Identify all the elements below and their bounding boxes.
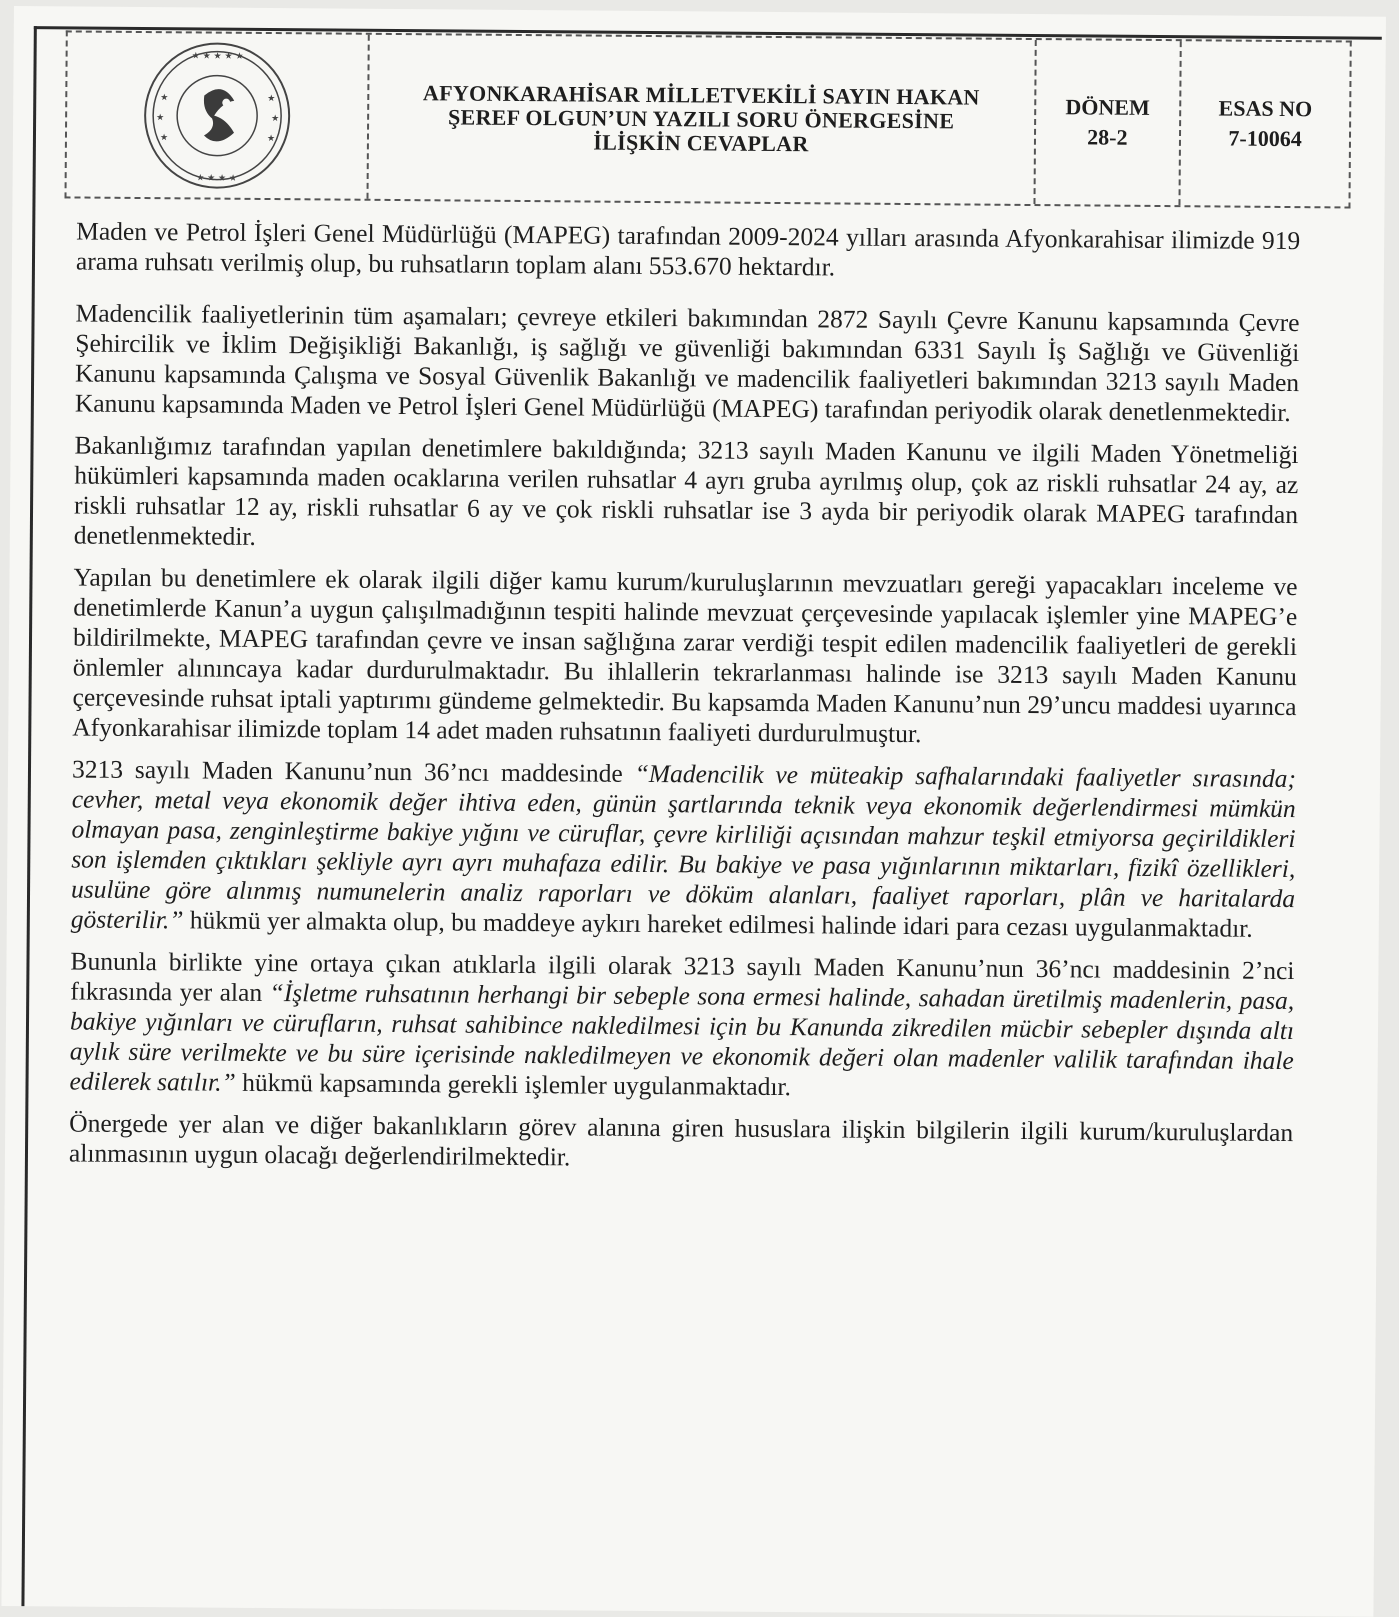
paragraph-3: Bakanlığımız tarafından yapılan denetimlere bakıldığında; 3213 sayılı Maden Kanunu ve ilgili Maden Yönetmeliği hükümleri kapsamında maden ocaklarına verilen ruhsatlar 4 ayrı gruba ayrılmış olup, çok az riskli ruhsatlar 24 ay, az riskli ruhsatlar 12 ay, riskli ruhsatlar 6 ay ve çok riskli ruhsatlar ise 3 ayda bir periyodik olarak MAPEG tarafından denetlenmektedir.	[73, 430, 1299, 551]
svg-text:★: ★	[159, 133, 168, 144]
donem-value: 28-2	[1087, 124, 1128, 150]
paragraph-5-outro: hükmü yer almakta olup, bu maddeye aykırı hareket edilmesi halinde idari para cezası uygulanmaktadır.	[183, 905, 1253, 943]
seal-of-ministry	[141, 40, 292, 191]
paragraph-6-intro: Bununla birlikte yine ortaya çıkan atıklarla ilgili olarak 3213 sayılı Maden Kanunu’nun 36’ncı maddesinin 2’nci fıkrasında yer alan	[70, 946, 1295, 1008]
document-title	[368, 35, 1036, 204]
svg-text:★: ★	[159, 93, 169, 104]
paragraph-6-outro: hükmü kapsamında gerekli işlemler uygulanmaktadır.	[235, 1067, 792, 1102]
paragraph-7: Önergede yer alan ve diğer bakanlıkların görev alanına giren hususlara ilişkin bilgilerin ilgili kurum/kuruluşlardan alınmasının uygun olacağı değerlendirilmektedir.	[68, 1108, 1294, 1172]
donem-cell	[1035, 40, 1182, 205]
svg-text:★: ★	[270, 114, 279, 125]
paragraph-6	[69, 946, 1294, 1106]
paragraph-4: Yapılan bu denetimlere ek olarak ilgili diğer kamu kurum/kuruluşlarının mevzuatları gereği yapacakları inceleme ve denetimlerde Kanun’a uygun çalışılmadığının tespiti halinde mevzuat çerçevesinde yapılacak işlemler yine MAPEG’e bildirilmekte, MAPEG tarafından çevre ve insan sağlığına zarar verdiği tespit edilen madencilik faaliyetleri de gerekli önlemler alınıncaya kadar durdurulmaktadır. Bu ihlallerin tekrarlanması halinde ise 3213 sayılı Maden Kanunu çerçevesinde ruhsat iptali yaptırımı gündeme gelmektedir. Bu kapsamda Maden Kanunu’nun 29’uncu maddesi uyarınca Afyonkarahisar ilimizde toplam 14 adet maden ruhsatının faaliyeti durdurulmuştur.	[72, 562, 1298, 749]
esas-cell	[1181, 41, 1350, 206]
paragraph-5-intro: 3213 sayılı Maden Kanunu’nun 36’ncı maddesinde	[71, 754, 635, 788]
paragraph-5-quote: “Madencilik ve müteakip safhalarındaki faaliyetler sırasında; cevher, metal veya ekonomik değer ihtiva eden, günün şartlarında teknik veya ekonomik değerlendirmesi mümkün olmayan pasa, zenginleştirme bakiye yığını ve cüruflar, çevre kirliliği açısından mahzur teşkil etmiyorsa geçirildikleri son işlemden çıktıkları şekliyle ayrı ayrı muhafaza edilir. Bu bakiye ve pasa yığınlarının miktarları, fizikî özellikleri, usulüne göre alınmış numunelerin analiz raporları ve döküm alanları, faaliyet raporları, plân ve haritalarda gösterilir.”	[70, 758, 1297, 935]
svg-text:★: ★	[266, 93, 276, 105]
logo-cell	[67, 32, 370, 198]
title-line-2: ŞEREF OLGUN’UN YAZILI SORU ÖNERGESİNE	[447, 104, 955, 134]
document-body	[69, 216, 1301, 1200]
svg-text:★ ★ ★ ★ ★: ★ ★ ★ ★ ★	[191, 51, 244, 62]
document-header	[64, 30, 1351, 208]
svg-text:★ ★ ★ ★: ★ ★ ★ ★	[195, 173, 237, 184]
svg-text:★: ★	[155, 113, 164, 124]
title-line-1: AFYONKARAHİSAR MİLLETVEKİLİ SAYIN HAKAN	[422, 80, 980, 110]
esas-value: 7-10064	[1228, 125, 1302, 152]
paragraph-1: Maden ve Petrol İşleri Genel Müdürlüğü (MAPEG) tarafından 2009-2024 yılları arasında Afyonkarahisar ilimizde 919 arama ruhsatı verilmiş olup, bu ruhsatların toplam alanı 553.670 hektardır.	[75, 216, 1301, 282]
esas-label: ESAS NO	[1218, 95, 1313, 122]
donem-label: DÖNEM	[1065, 94, 1150, 120]
paragraph-6-quote: “İşletme ruhsatının herhangi bir sebeple sona ermesi halinde, sahadan üretilmiş madenlerin, pasa, bakiye yığınları ve cürufların, ruhsat sahibince nakledilmesi için bu Kanunda zikredilen mücbir sebepler dışında altı aylık süre verilmekte ve bu süre içerisinde nakledilmeyen ve ekonomik değeri olan madenler valilik tarafından ihale edilerek satılır.”	[69, 978, 1295, 1097]
document-sheet	[1, 6, 1386, 1617]
title-line-3: İLİŞKİN CEVAPLAR	[593, 129, 809, 157]
paragraph-5	[71, 754, 1296, 944]
paragraph-2: Madencilik faaliyetlerinin tüm aşamaları; çevreye etkileri bakımından 2872 Sayılı Çevre Kanunu kapsamında Çevre Şehircilik ve İklim Değişikliği Bakanlığı, iş sağlığı ve güvenliği bakımından 6331 Sayılı İş Sağlığı ve Güvenliği Kanunu kapsamında Çalışma ve Sosyal Güvenlik Bakanlığı ve madencilik faaliyetleri bakımından 3213 sayılı Maden Kanunu kapsamında Maden ve Petrol İşleri Genel Müdürlüğü (MAPEG) tarafından periyodik olarak denetlenmektedir.	[74, 298, 1300, 428]
svg-text:★: ★	[266, 133, 275, 145]
